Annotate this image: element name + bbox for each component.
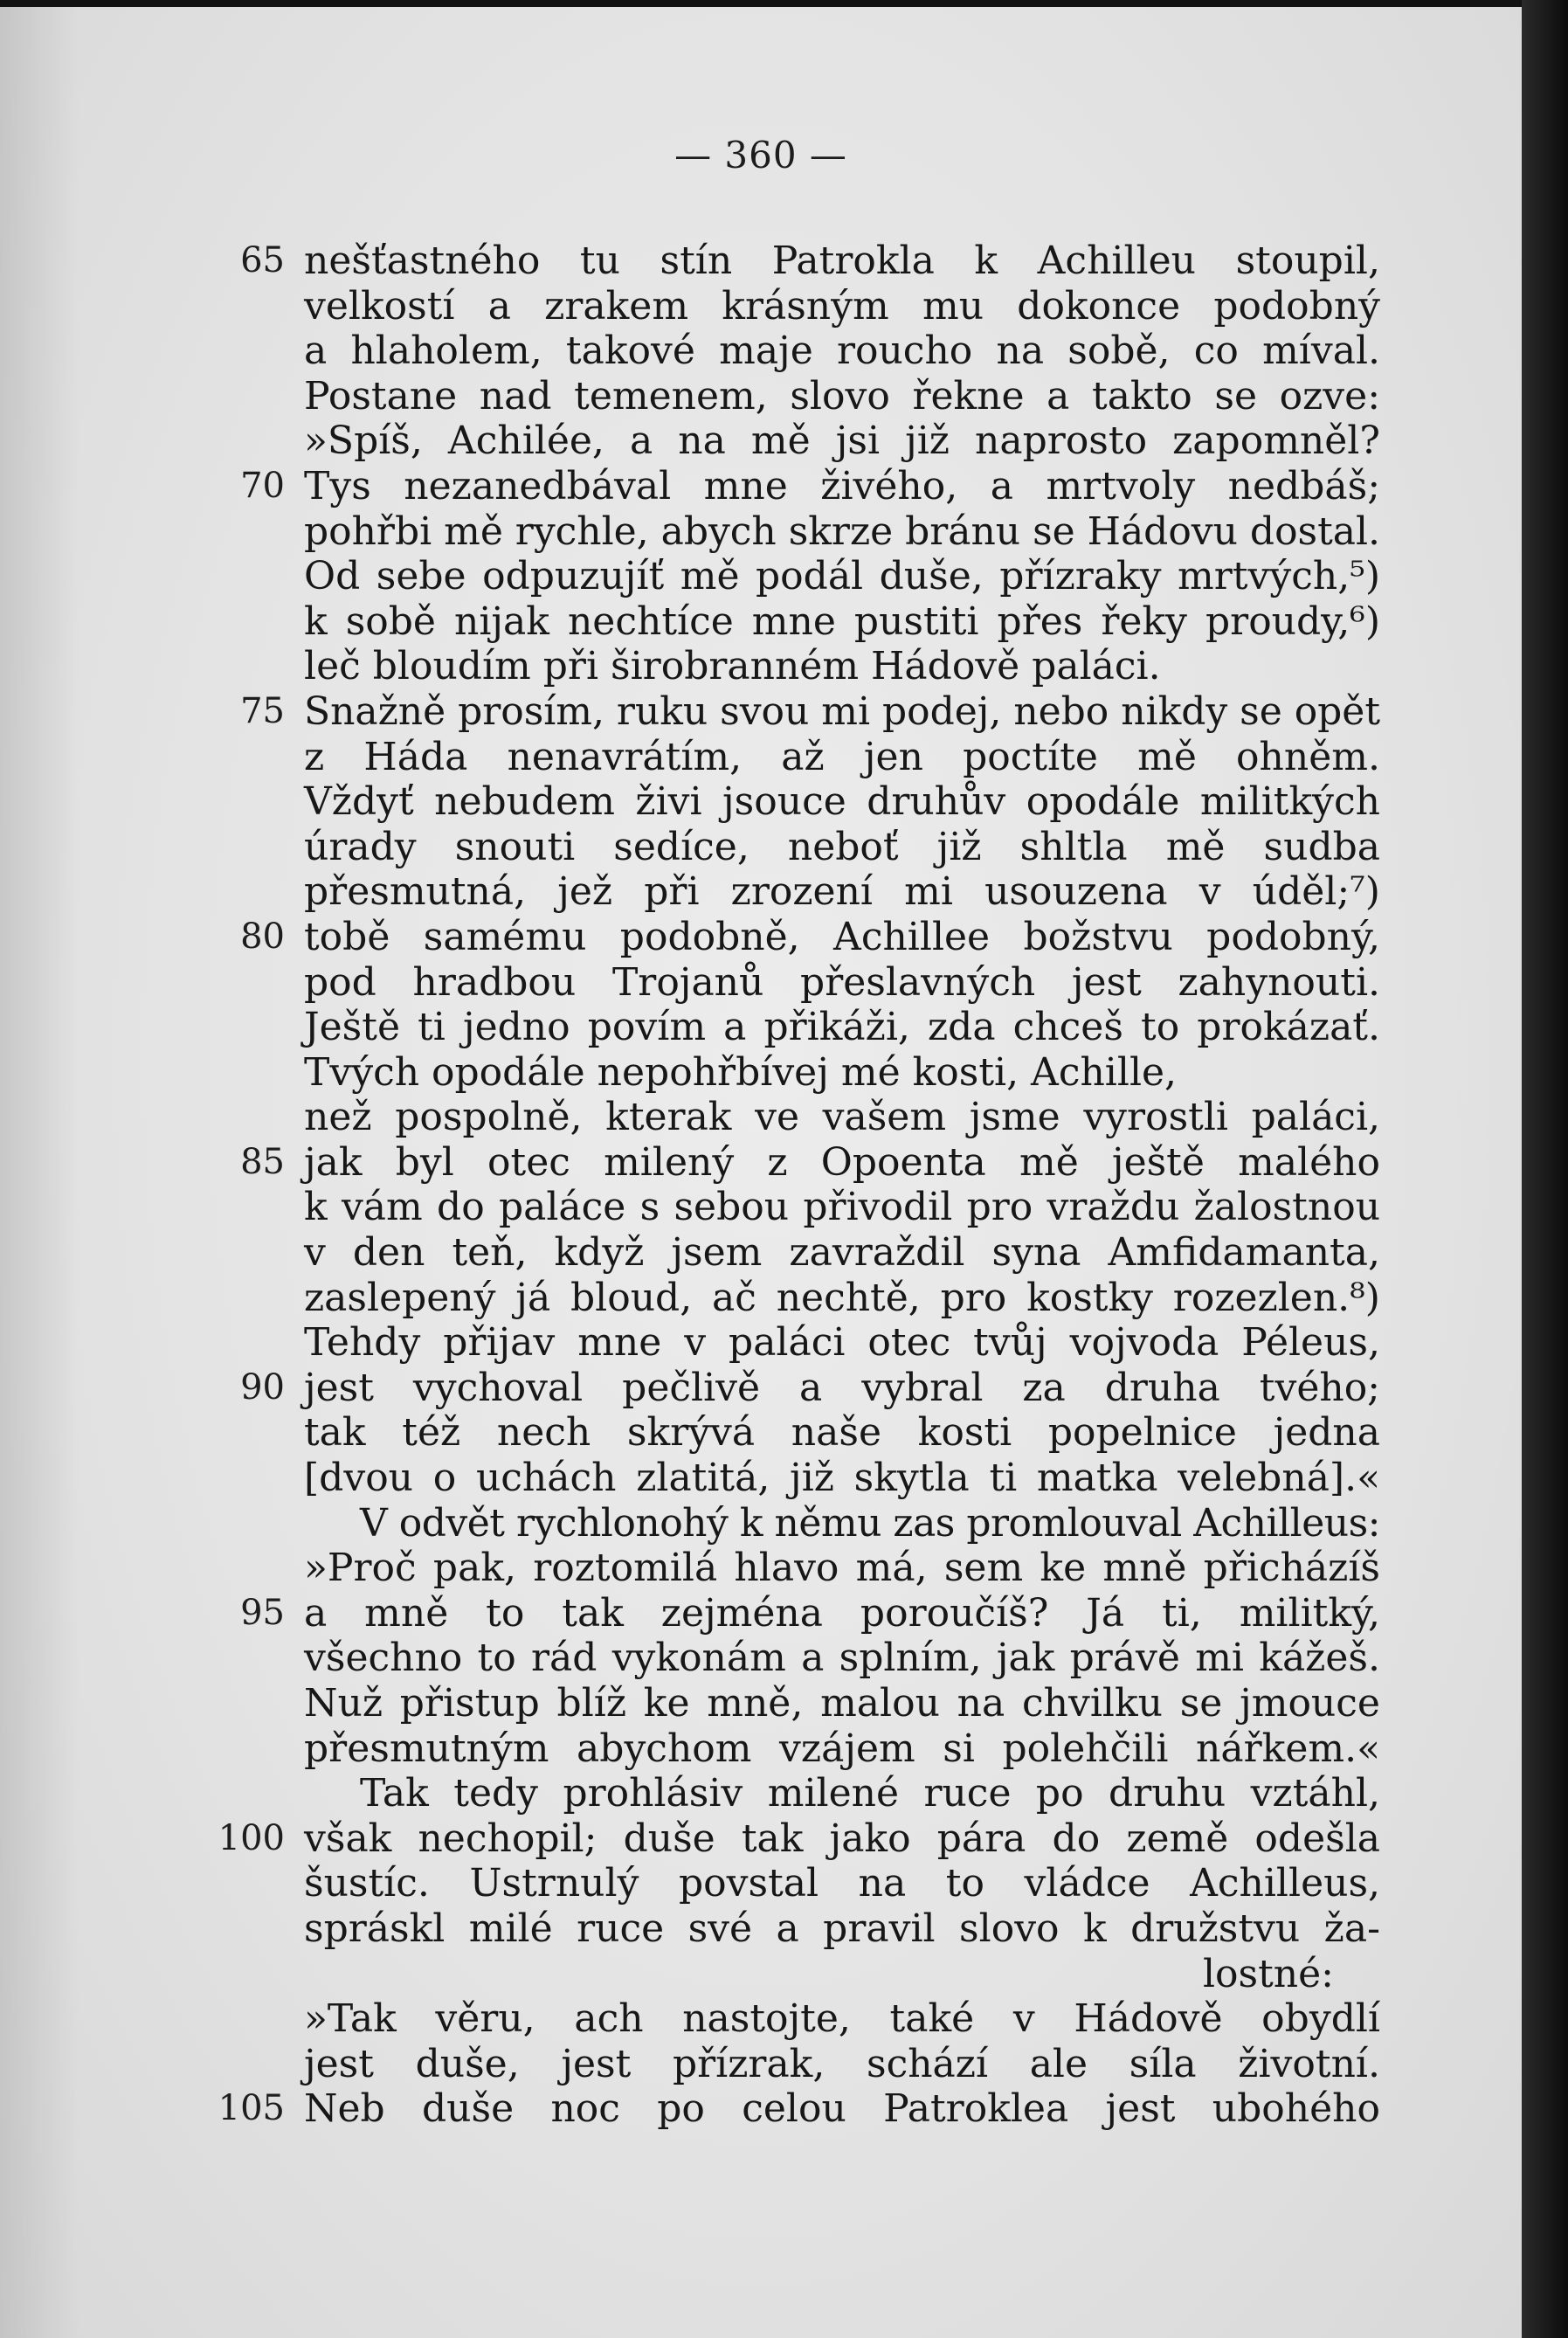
verse-text: spráskl milé ruce své a pravil slovo k družstvu ža- bbox=[304, 1906, 1380, 1951]
poem-line bbox=[0, 1546, 1522, 1591]
line-number: 85 bbox=[240, 1141, 285, 1182]
verse-text: velkostí a zrakem krásným mu dokonce podobný bbox=[304, 283, 1381, 329]
verse-text: tak též nech skrývá naše kosti popelnice jedna bbox=[304, 1410, 1380, 1456]
line-number: 65 bbox=[240, 240, 285, 280]
poem-line bbox=[0, 284, 1522, 329]
poem-line bbox=[0, 1726, 1522, 1772]
poem-line bbox=[0, 779, 1522, 825]
poem-line bbox=[0, 374, 1522, 419]
verse-text: Tehdy přijav mne v paláci otec tvůj vojvoda Péleus, bbox=[304, 1320, 1380, 1366]
poem-line bbox=[0, 1591, 1522, 1636]
poem-line bbox=[0, 239, 1522, 284]
verse-text: šustíc. Ustrnulý povstal na to vládce Achilleus, bbox=[304, 1861, 1381, 1906]
verse-text: Ještě ti jedno povím a přikáži, zda chceš to prokázať. bbox=[304, 1005, 1380, 1050]
poem-line bbox=[0, 1276, 1522, 1321]
poem-line bbox=[0, 464, 1522, 509]
poem-line bbox=[0, 1050, 1522, 1096]
verse-text: V odvět rychlonohý k němu zas promlouval Achilleus: bbox=[360, 1500, 1380, 1546]
line-number: 75 bbox=[240, 690, 285, 731]
verse-text: úrady snouti sedíce, neboť již shltla mě sudba bbox=[304, 824, 1381, 869]
poem-line bbox=[0, 2086, 1522, 2132]
verse-text: jak byl otec milený z Opoenta mě ještě malého bbox=[304, 1139, 1380, 1185]
poem-line bbox=[0, 689, 1522, 735]
verse-text: než pospolně, kterak ve vašem jsme vyrostli paláci, bbox=[304, 1095, 1381, 1140]
verse-text: přesmutná, jež při zrození mi usouzena v úděl;⁷) bbox=[304, 869, 1380, 915]
poem-line bbox=[0, 1681, 1522, 1726]
verse-text: však nechopil; duše tak jako pára do země odešla bbox=[304, 1816, 1381, 1861]
verse-text: Tvých opodále nepohřbívej mé kosti, Achille, bbox=[304, 1049, 1178, 1095]
line-number: 105 bbox=[218, 2088, 285, 2129]
verse-text: z Háda nenavrátím, až jen poctíte mě ohněm. bbox=[304, 734, 1380, 779]
verse-text: pohřbi mě rychle, abych skrze bránu se Hádovu dostal. bbox=[304, 508, 1381, 554]
poem-line bbox=[0, 825, 1522, 870]
verse-text: k vám do paláce s sebou přivodil pro vraždu žalostnou bbox=[304, 1185, 1381, 1230]
verse-text: Postane nad temenem, slovo řekne a takto se ozve: bbox=[304, 373, 1381, 418]
poem-line bbox=[0, 1366, 1522, 1411]
poem-line bbox=[0, 1861, 1522, 1906]
poem-line bbox=[0, 1140, 1522, 1186]
verse-text: Od sebe odpuzujíť mě podál duše, přízraky mrtvých,⁵) bbox=[304, 554, 1380, 599]
poem-line bbox=[0, 554, 1522, 599]
verse-text: a hlaholem, takové maje roucho na sobě, co míval. bbox=[304, 329, 1381, 374]
poem-line bbox=[0, 329, 1522, 374]
verse-text: Neb duše noc po celou Patroklea jest ubohého bbox=[304, 2086, 1380, 2132]
poem-line bbox=[0, 1095, 1522, 1140]
line-number: 100 bbox=[218, 1817, 285, 1858]
verse-text: nešťastného tu stín Patrokla k Achilleu stoupil, bbox=[304, 239, 1380, 283]
poem-text-block bbox=[0, 239, 1522, 2132]
poem-line bbox=[0, 1636, 1522, 1681]
verse-text: »Tak věru, ach nastojte, také v Hádově obydlí bbox=[304, 1996, 1381, 2042]
poem-line bbox=[0, 418, 1522, 464]
verse-text: Tys nezanedbával mne živého, a mrtvoly nedbáš; bbox=[304, 463, 1381, 508]
scan-dark-edge bbox=[1522, 0, 1568, 2338]
verse-text: přesmutným abychom vzájem si polehčili nářkem.« bbox=[304, 1726, 1380, 1771]
verse-text: lostné: bbox=[1202, 1951, 1334, 1996]
poem-line bbox=[0, 869, 1522, 915]
verse-text: zaslepený já bloud, ač nechtě, pro kostky rozezlen.⁸) bbox=[304, 1275, 1380, 1320]
verse-text: [dvou o uchách zlatitá, již skytla ti matka velebná].« bbox=[304, 1456, 1380, 1501]
poem-line bbox=[0, 1230, 1522, 1276]
verse-text: »Proč pak, roztomilá hlavo má, sem ke mně přicházíš bbox=[304, 1546, 1380, 1591]
poem-line bbox=[0, 1410, 1522, 1456]
poem-line bbox=[0, 1906, 1522, 1952]
verse-text: tobě samému podobně, Achillee božstvu podobný, bbox=[304, 914, 1380, 959]
verse-text: pod hradbou Trojanů přeslavných jest zahynouti. bbox=[304, 959, 1381, 1005]
verse-text: Nuž přistup blíž ke mně, malou na chvilku se jmouce bbox=[304, 1681, 1380, 1726]
poem-line bbox=[0, 960, 1522, 1006]
verse-text: leč bloudím při širobranném Hádově paláci. bbox=[304, 644, 1161, 689]
line-number: 70 bbox=[240, 465, 285, 506]
line-number: 95 bbox=[240, 1592, 285, 1633]
poem-line bbox=[0, 1771, 1522, 1816]
poem-line bbox=[0, 509, 1522, 555]
verse-text: Tak tedy prohlásiv milené ruce po druhu vztáhl, bbox=[360, 1771, 1381, 1816]
verse-text: v den teň, když jsem zavraždil syna Amfidamanta, bbox=[304, 1230, 1380, 1276]
verse-text: k sobě nijak nechtíce mne pustiti přes řeky proudy,⁶) bbox=[304, 598, 1380, 644]
poem-line bbox=[0, 1005, 1522, 1050]
line-number: 80 bbox=[240, 916, 285, 957]
poem-line bbox=[0, 1501, 1522, 1546]
poem-line bbox=[0, 915, 1522, 960]
verse-text: jest vychoval pečlivě a vybral za druha tvého; bbox=[304, 1365, 1381, 1410]
poem-line bbox=[0, 1320, 1522, 1366]
verse-text: Vždyť nebudem živi jsouce druhův opodále militkých bbox=[304, 779, 1380, 825]
verse-text: jest duše, jest přízrak, schází ale síla životní. bbox=[304, 2041, 1380, 2086]
poem-line bbox=[0, 735, 1522, 780]
poem-line bbox=[0, 1952, 1522, 1997]
verse-text: všechno to rád vykonám a splním, jak právě mi kážeš. bbox=[304, 1636, 1380, 1681]
poem-line bbox=[0, 1996, 1522, 2042]
poem-line bbox=[0, 1456, 1522, 1501]
poem-line bbox=[0, 1185, 1522, 1230]
line-number: 90 bbox=[240, 1366, 285, 1408]
poem-line bbox=[0, 1816, 1522, 1862]
poem-line bbox=[0, 2042, 1522, 2087]
verse-text: a mně to tak zejména poroučíš? Já ti, militký, bbox=[304, 1590, 1380, 1636]
verse-text: Snažně prosím, ruku svou mi podej, nebo nikdy se opět bbox=[304, 688, 1380, 734]
page-number: — 360 — bbox=[674, 134, 847, 176]
book-page bbox=[0, 7, 1522, 2338]
poem-line bbox=[0, 599, 1522, 645]
poem-line bbox=[0, 644, 1522, 689]
verse-text: »Spíš, Achilée, a na mě jsi již naprosto zapomněl? bbox=[304, 418, 1380, 464]
